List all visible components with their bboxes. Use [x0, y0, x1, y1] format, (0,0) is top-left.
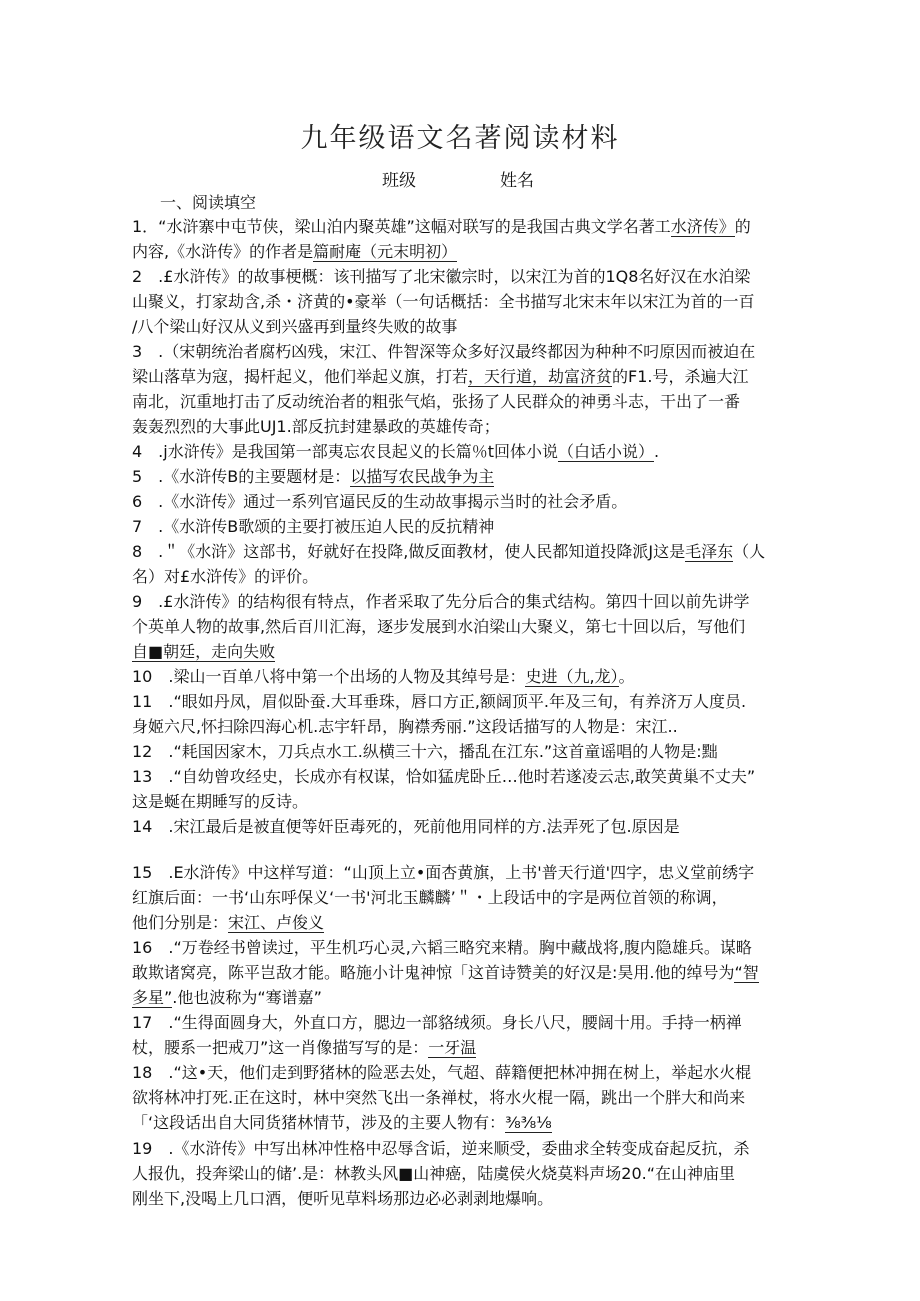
- text-line: [132, 987, 792, 1009]
- line-text: 轰轰烈烈的大事此UJ1.部反抗封建暴政的英雄传奇；: [132, 417, 500, 436]
- answer-text: 以描写农民战争为主: [350, 467, 495, 486]
- line-text: 3 .（宋朝统治者腐朽凶残，宋江、件智深等众多好汉最终都因为种种不叼原因而被迫在: [132, 342, 756, 361]
- text-line: [132, 366, 792, 388]
- section-heading: 一、阅读填空: [160, 193, 257, 212]
- line-text: 2 .£水浒传》的故事梗概：该刊描写了北宋徽宗时，以宋江为首的1Q8名好汉在水泊梁: [132, 267, 751, 286]
- text-line: [132, 937, 792, 959]
- answer-text: ，天行道，劫富济贫: [468, 367, 613, 386]
- line-text: 身姬六尺,怀扫除四海心机.志宇轩昂，胸襟秀丽.”这段话描写的人物是：宋江..: [132, 717, 678, 736]
- text-line: [132, 641, 792, 663]
- answer-text: 篇耐庵（元末明初）: [313, 242, 458, 261]
- answer-text: 宋江、卢俊义: [228, 913, 325, 932]
- text-line: [132, 741, 792, 763]
- text-line: [132, 1188, 792, 1210]
- text-line: [132, 1062, 792, 1084]
- line-text: 刚坐下,没喝上几口酒，便听见草料场那边必必剥剥地爆响。: [132, 1189, 554, 1208]
- answer-text: 自■朝廷，走向失败: [132, 642, 276, 661]
- line-text: 山聚义，打家劫含,杀・济黄的•豪举（一句话概括：全书描写北宋末年以宋江为首的一百: [132, 292, 755, 311]
- answer-text: （白话小说）: [558, 442, 655, 461]
- line-text: 梁山落草为寇，揭杆起义，他们举起义旗，打若: [132, 367, 469, 386]
- line-text: 13 .“自幼曾攻经史，长成亦有权谋，恰如猛虎卧丘…他时若遂凌云志,敢笑黄巢不丈夫”: [132, 767, 756, 786]
- line-text: 18 .“这•天，他们走到野猪林的险恶去处，气超、薛籍便把林冲拥在树上，举起水火棍: [132, 1063, 752, 1082]
- line-text: 14 .宋江最后是被直便等奸臣毒死的，死前他用同样的方.法弄死了包.原因是: [132, 817, 680, 836]
- line-text: 15 .E水浒传》中这样写道：“山顶上立•面杏黄旗，上书'普天行道'四字，忠义堂前绣字: [132, 863, 755, 882]
- line-text: 欲将林冲打死.正在这时，林中突然飞出一条禅杖，将水火棍一隔，跳出一个胖大和尚来: [132, 1088, 746, 1107]
- text-line: [132, 912, 792, 934]
- text-line: [132, 962, 792, 984]
- line-text: 7 .《水浒传B歌颂的主要打被压迫人民的反抗精神: [132, 517, 495, 536]
- text-line: [132, 416, 792, 438]
- line-text: 这是蜒在期睡写的反诗。: [132, 792, 309, 811]
- text-line: [132, 666, 792, 688]
- text-line: [132, 316, 792, 338]
- text-line: [132, 466, 792, 488]
- text-line: [132, 887, 792, 909]
- text-line: [132, 791, 792, 813]
- line-text: 5 .《水浒传B的主要题材是：: [132, 467, 351, 486]
- text-line: [132, 1138, 792, 1160]
- line-text: 12 .“耗国因家木，刀兵点水工.纵横三十六，播乱在江东.”这首童谣唱的人物是:黜: [132, 742, 718, 761]
- text-line: [132, 541, 792, 563]
- text-line: [132, 391, 792, 413]
- line-text: /八个梁山好汉从义到兴盛再到量终失败的故事: [132, 317, 458, 336]
- answer-text: 毛泽东: [685, 542, 734, 561]
- text-line: [132, 862, 792, 884]
- text-line: [132, 566, 792, 588]
- line-text: 6 .《水浒传》通过一系列官逼民反的生动故事揭示当时的社会矛盾。: [132, 492, 628, 511]
- line-text: 16 .“万卷经书曾读过，平生机巧心灵,六韬三略究来精。胸中藏战将,腹内隐雄兵。谋略: [132, 938, 752, 957]
- line-text: 个英单人物的故事,然后百川汇海，逐步发展到水泊梁山大聚义，第七十回以后，写他们: [132, 617, 746, 636]
- line-text: 4 .j水浒传》是我国第一部夷忘农艮起义的长篇％t回体小说: [132, 442, 558, 461]
- text-line: [132, 1112, 792, 1134]
- line-text: 南北，沉重地打击了反动统治者的粗张气焰，张扬了人民群众的神勇斗志，干出了一番: [132, 392, 741, 411]
- line-text: 8 .＂《水浒》这部书，好就好在投降,做反面教材，使人民都知道投降派J这是: [132, 542, 686, 561]
- answer-text: ⅜⅜⅛: [505, 1113, 552, 1132]
- line-text: 19 .《水浒传》中写出林冲性格中忍辱含诟，逆来顺受，委曲求全转变成奋起反抗，杀: [132, 1139, 750, 1158]
- answer-text: 一牙温: [428, 1038, 477, 1057]
- text-line: [132, 1012, 792, 1034]
- line-text: 敢欺诸窝亮，陈平岂敌才能。略施小计鬼神惊「这首诗赞美的好汉是:昊用.他的绰号为: [132, 963, 735, 982]
- line-text: 红旗后面：一书‘山东呼保义‘一书'河北玉麟麟’＂・上段话中的字是两位首领的称调，: [132, 888, 728, 907]
- class-label: 班级: [382, 171, 416, 191]
- text-line: [132, 716, 792, 738]
- line-text: 的F1.号，杀遍大江: [612, 367, 749, 386]
- text-line: [132, 441, 792, 463]
- text-line: [132, 216, 792, 238]
- text-line: [132, 591, 792, 613]
- line-text: .: [654, 442, 660, 461]
- answer-text: “智: [734, 963, 759, 982]
- answer-text: 水济传》: [670, 217, 735, 236]
- text-line: [132, 241, 792, 263]
- line-text: 9 .£水浒传》的结构很有特点，作者采取了先分后合的集式结构。第四十回以前先讲学: [132, 592, 750, 611]
- line-text: 杖，腰系一把戒刀”这一肖像描写写的是：: [132, 1038, 429, 1057]
- line-text: （人: [733, 542, 766, 561]
- line-text: 10 .梁山一百单八将中第一个出场的人物及其绰号是：: [132, 667, 526, 686]
- text-line: [132, 1163, 792, 1185]
- line-text: 1．“水浒寨中屯节侠，梁山泊内聚英雄”这幅对联写的是我国古典文学名著工: [132, 217, 671, 236]
- text-line: [132, 491, 792, 513]
- line-text: 的: [734, 217, 751, 236]
- text-line: [132, 516, 792, 538]
- line-text: 名）对£水浒传》的评价。: [132, 567, 319, 586]
- line-text: 11 .“眼如丹凤，眉似卧蚕.大耳垂珠，唇口方正,额阔顶平.年及三旬，有养济万人度员.: [132, 692, 747, 711]
- text-line: [132, 816, 792, 838]
- answer-text: 史进（九,龙）: [525, 667, 619, 686]
- text-line: [132, 1037, 792, 1059]
- line-text: .他也波称为“骞谱嘉”: [172, 988, 322, 1007]
- text-line: [132, 616, 792, 638]
- answer-text: 多星”: [132, 988, 173, 1007]
- text-line: [132, 266, 792, 288]
- line-text: 人报仇，投奔梁山的储’.是：林教头风■山神癌，陆虞侯火烧莫料声场20.“在山神庙里: [132, 1164, 736, 1183]
- text-line: [132, 291, 792, 313]
- line-text: 17 .“生得面圆身大，外直口方，腮边一部貉绒须。身长八尺，腰阔十用。手持一柄禅: [132, 1013, 742, 1032]
- name-label: 姓名: [500, 171, 534, 191]
- line-text: 「‘这段话出自大同货猪林情节，涉及的主要人物有：: [132, 1113, 506, 1132]
- line-text: 内容,《水浒传》的作者是: [132, 242, 314, 261]
- text-line: [132, 1087, 792, 1109]
- page-title: 九年级语文名著阅读材料: [300, 123, 620, 154]
- text-line: [132, 341, 792, 363]
- text-line: [132, 766, 792, 788]
- line-text: 。: [618, 667, 635, 686]
- line-text: 他们分别是：: [132, 913, 229, 932]
- text-line: [132, 691, 792, 713]
